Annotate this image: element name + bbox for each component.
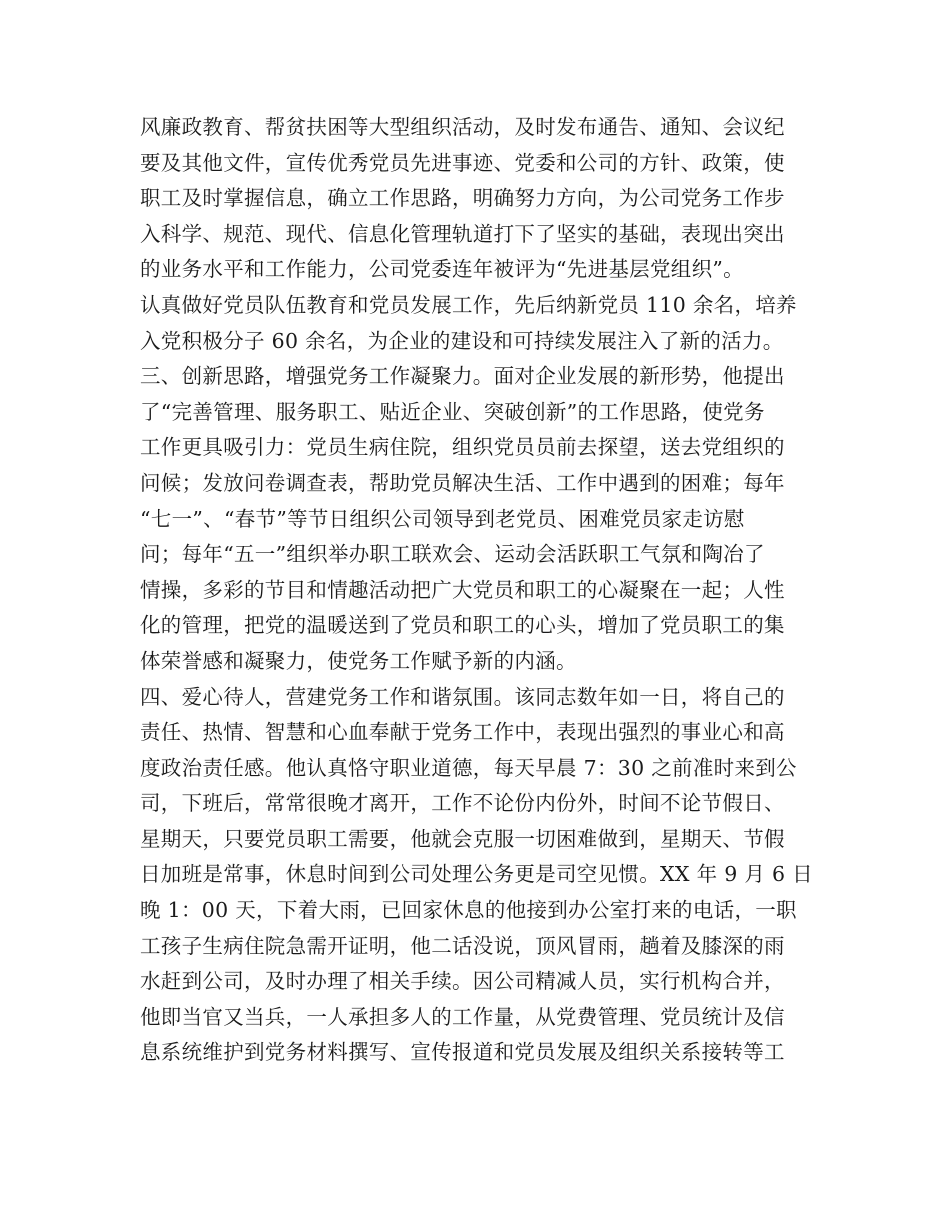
text-line: 问；每年“五一”组织举办职工联欢会、运动会活跃职工气氛和陶冶了	[140, 542, 765, 567]
text-line: 星期天，只要党员职工需要，他就会克服一切困难做到，星期天、节假	[140, 826, 785, 851]
text-line: 司，下班后，常常很晚才离开，工作不论份内份外，时间不论节假日、	[140, 791, 785, 816]
text-line: 要及其他文件，宣传优秀党员先进事迹、党委和公司的方针、政策，使	[140, 150, 785, 175]
text-line: “七一”、“春节”等节日组织公司领导到老党员、困难党员家走访慰	[140, 506, 745, 531]
text-line: 风廉政教育、帮贫扶困等大型组织活动，及时发布通告、通知、会议纪	[140, 115, 785, 139]
text-line: 他即当官又当兵，一人承担多人的工作量，从党费管理、党员统计及信	[140, 1004, 785, 1029]
text-line: 责任、热情、智慧和心血奉献于党务工作中，表现出强烈的事业心和高	[140, 720, 785, 745]
text-line: 入党积极分子 60 余名，为企业的建设和可持续发展注入了新的活力。	[140, 328, 784, 353]
text-line: 水赶到公司，及时办理了相关手续。因公司精减人员，实行机构合并，	[140, 969, 785, 994]
text-line: 度政治责任感。他认真恪守职业道德，每天早晨 7：30 之前准时来到公	[140, 755, 797, 780]
text-line: 入科学、规范、现代、信息化管理轨道打下了坚实的基础，表现出突出	[140, 221, 785, 246]
text-line: 体荣誉感和凝聚力，使党务工作赋予新的内涵。	[140, 648, 577, 673]
text-line: 认真做好党员队伍教育和党员发展工作，先后纳新党员 110 余名，培养	[140, 292, 797, 317]
text-line: 职工及时掌握信息，确立工作思路，明确努力方向，为公司党务工作步	[140, 186, 785, 211]
text-line: 晚 1：00 天，下着大雨，已回家休息的他接到办公室打来的电话，一职	[140, 898, 797, 923]
text-line: 三、创新思路，增强党务工作凝聚力。面对企业发展的新形势，他提出	[140, 364, 785, 389]
text-line: 了“完善管理、服务职工、贴近企业、突破创新”的工作思路，使党务	[140, 399, 765, 424]
text-line: 工作更具吸引力：党员生病住院，组织党员员前去探望，送去党组织的	[140, 435, 785, 460]
text-line: 工孩子生病住院急需开证明，他二话没说，顶风冒雨，趟着及膝深的雨	[140, 933, 785, 958]
text-line: 息系统维护到党务材料撰写、宣传报道和党员发展及组织关系接转等工	[140, 1040, 785, 1065]
body-text	[140, 110, 820, 1071]
text-line: 情操，多彩的节目和情趣活动把广大党员和职工的心凝聚在一起；人性	[140, 577, 785, 602]
text-line: 四、爱心待人，营建党务工作和谐氛围。该同志数年如一日，将自己的	[140, 684, 785, 709]
text-line: 问候；发放问卷调查表，帮助党员解决生活、工作中遇到的困难；每年	[140, 470, 785, 495]
text-line: 日加班是常事，休息时间到公司处理公务更是司空见惯。XX 年 9 月 6 日	[140, 862, 813, 887]
text-line: 化的管理，把党的温暖送到了党员和职工的心头，增加了党员职工的集	[140, 613, 785, 638]
text-line: 的业务水平和工作能力，公司党委连年被评为“先进基层党组织”。	[140, 257, 744, 282]
